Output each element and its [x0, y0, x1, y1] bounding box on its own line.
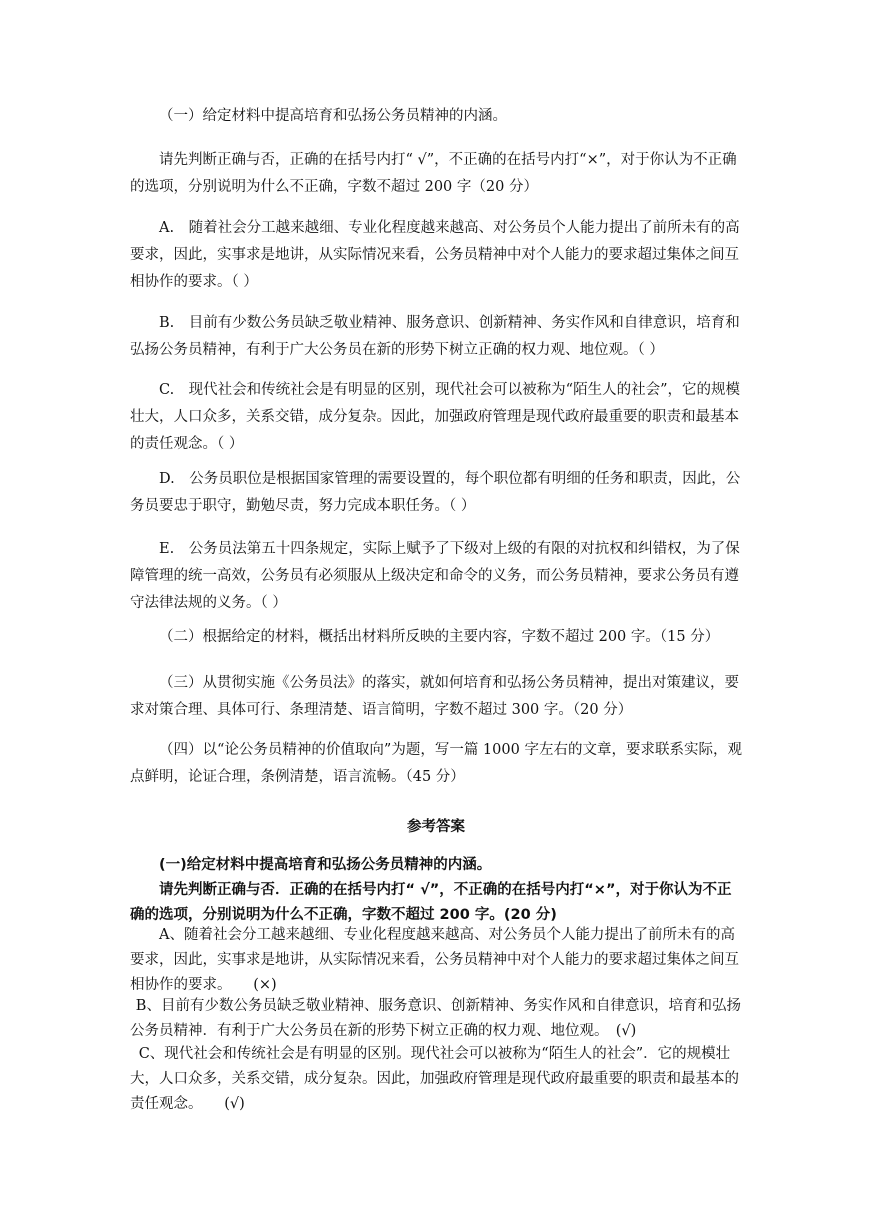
option-c: C. 现代社会和传统社会是有明显的区别，现代社会可以被称为“陌生人的社会”，它的规模壮大，人口众多，关系交错，成分复杂。因此，加强政府管理是现代政府最重要的职责和最基本的责任观念。（ ） [130, 382, 741, 452]
question-1-instructions: 请先判断正确与否，正确的在括号内打“ √”，不正确的在括号内打“×”，对于你认为不正确的选项，分别说明为什么不正确，字数不超过 200 字（20 分） [130, 152, 737, 195]
option-d: D. 公务员职位是根据国家管理的需要设置的，每个职位都有明细的任务和职责，因此，公务员要忠于职守，勤勉尽责，努力完成本职任务。（ ） [130, 471, 741, 514]
answer-option-c: C、现代社会和传统社会是有明显的区别。现代社会可以被称为“陌生人的社会”．它的规模壮大，人口众多，关系交错，成分复杂。因此，加强政府管理是现代政府最重要的职责和最基本的责任观念。 (√) [130, 1046, 739, 1112]
answer-option-a: A、随着社会分工越来越细、专业化程度越来越高、对公务员个人能力提出了前所未有的高要求，因此，实事求是地讲，从实际情况来看，公务员精神中对个人能力的要求超过集体之间互相协作的要求。 (×) [130, 927, 739, 993]
question-2: （二）根据给定的材料，概括出材料所反映的主要内容，字数不超过 200 字。（15 分） [159, 629, 720, 645]
question-1-title: （一）给定材料中提高培育和弘扬公务员精神的内涵。 [159, 108, 507, 124]
option-b: B. 目前有少数公务员缺乏敬业精神、服务意识、创新精神、务实作风和自律意识，培育和弘扬公务员精神，有利于广大公务员在新的形势下树立正确的权力观、地位观。（ ） [130, 315, 740, 358]
question-4: （四）以“论公务员精神的价值取向”为题，写一篇 1000 字左右的文章，要求联系实际，观点鲜明，论证合理，条例清楚，语言流畅。（45 分） [130, 742, 742, 785]
answers-heading: 参考答案 [407, 819, 465, 835]
answer-1-instructions: 请先判断正确与否．正确的在括号内打“ √”，不正确的在括号内打“×”，对于你认为不正确的选项，分别说明为什么不正确，字数不超过 200 字。(20 分) [130, 882, 732, 923]
option-a: A. 随着社会分工越来越细、专业化程度越来越高、对公务员个人能力提出了前所未有的高要求，因此，实事求是地讲，从实际情况来看，公务员精神中对个人能力的要求超过集体之间互相协作的要求。（ ） [130, 220, 740, 290]
option-e: E. 公务员法第五十四条规定，实际上赋予了下级对上级的有限的对抗权和纠错权，为了保障管理的统一高效，公务员有必须服从上级决定和命令的义务，而公务员精神，要求公务员有遵守法律法规的义务。（ ） [130, 541, 740, 611]
answer-option-b: B、目前有少数公务员缺乏敬业精神、服务意识、创新精神、务实作风和自律意识，培育和弘扬公务员精神．有利于广大公务员在新的形势下树立正确的权力观、地位观。 (√) [130, 998, 741, 1039]
answer-1-title: (一)给定材料中提高培育和弘扬公务员精神的内涵。 [159, 857, 492, 873]
question-3: （三）从贯彻实施《公务员法》的落实，就如何培育和弘扬公务员精神，提出对策建议，要求对策合理、具体可行、条理清楚、语言简明，字数不超过 300 字。（20 分） [130, 675, 739, 718]
